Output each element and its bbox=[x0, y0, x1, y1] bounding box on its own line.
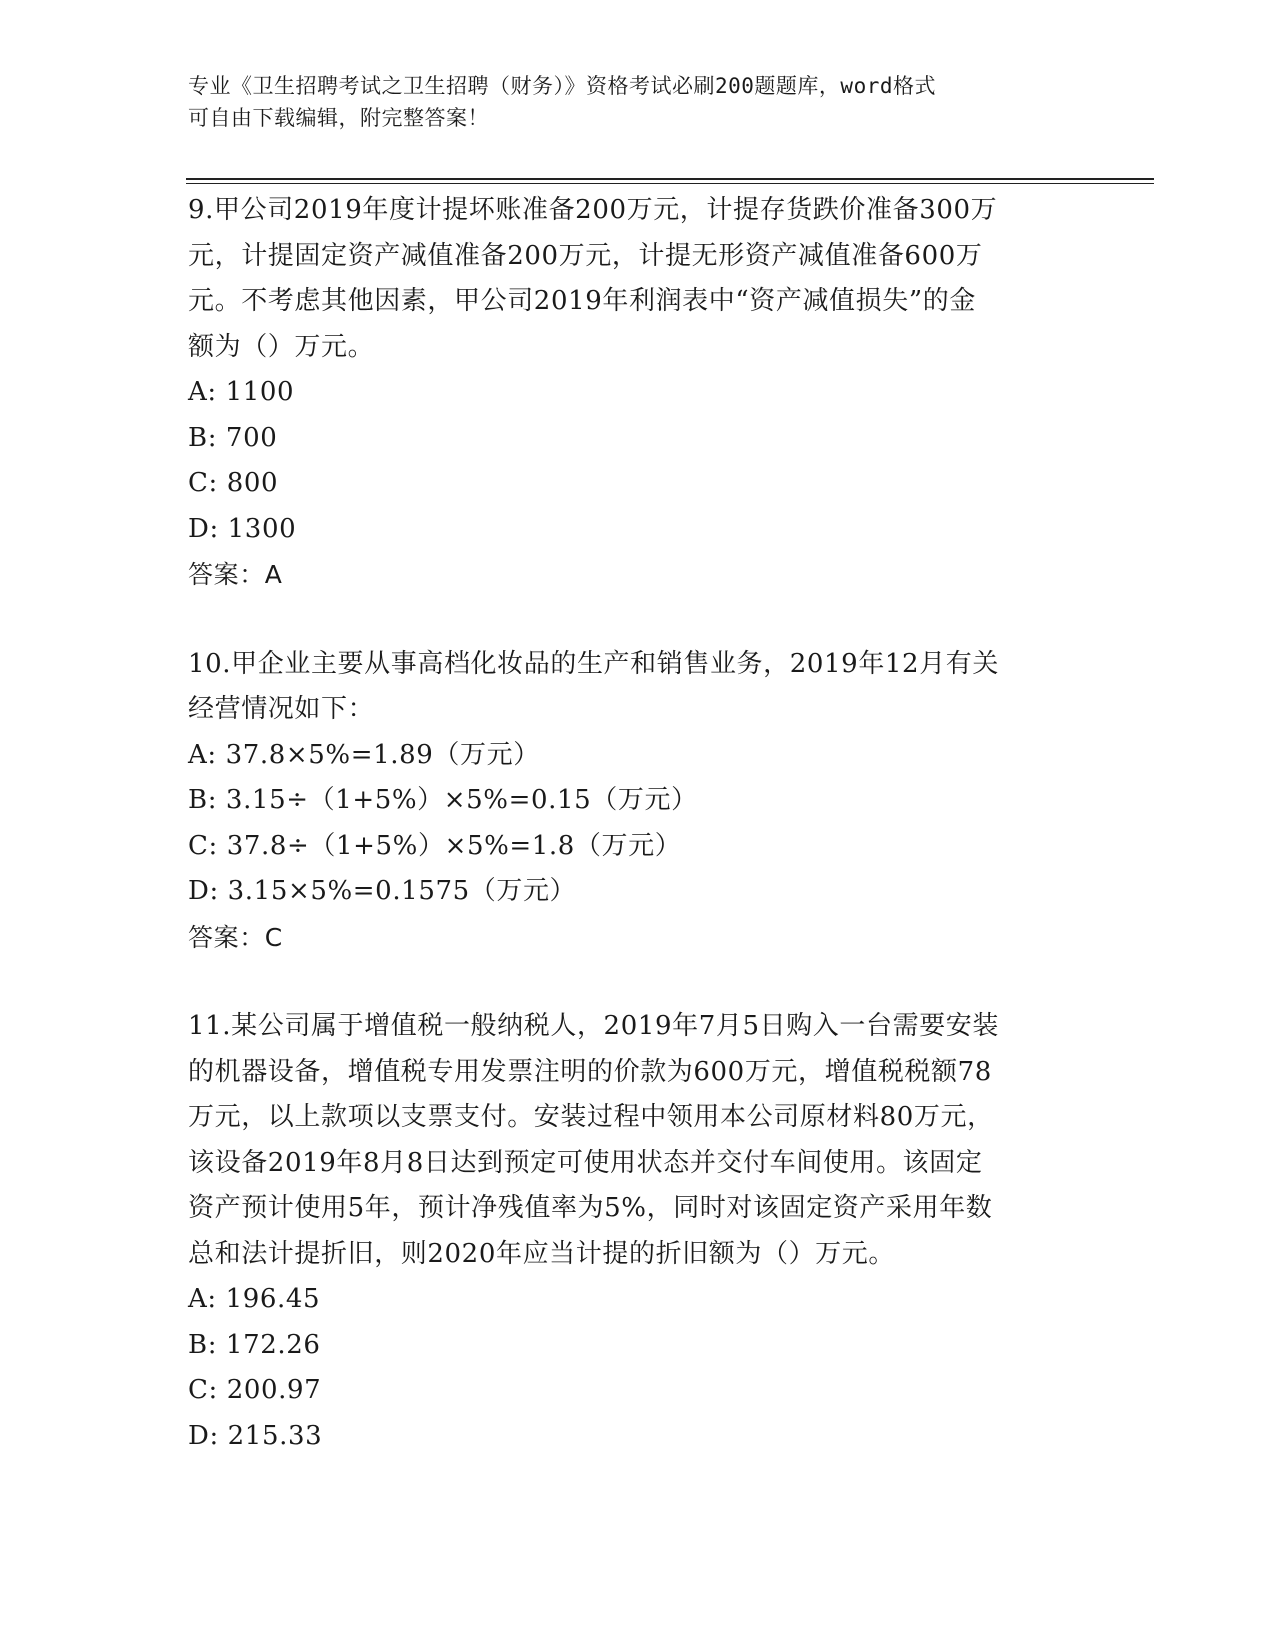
header-divider-thick bbox=[186, 178, 1154, 180]
header-divider-thin bbox=[186, 183, 1154, 184]
question-stem-line: 9.甲公司2019年度计提坏账准备200万元，计提存货跌价准备300万 bbox=[188, 195, 998, 225]
answer-label: 答案：A bbox=[188, 560, 283, 589]
question-stem-line: 资产预计使用5年，预计净残值率为5%，同时对该固定资产采用年数 bbox=[188, 1193, 993, 1223]
header-line-2: 可自由下载编辑，附完整答案！ bbox=[188, 106, 489, 130]
option-d: D: 1300 bbox=[188, 513, 297, 544]
answer-label: 答案：C bbox=[188, 922, 283, 952]
option-d: D: 3.15×5%=0.1575（万元） bbox=[188, 876, 577, 906]
question-stem-line: 该设备2019年8月8日达到预定可使用状态并交付车间使用。该固定 bbox=[188, 1147, 983, 1178]
question-11 bbox=[188, 1004, 1088, 1459]
document-body bbox=[188, 188, 1088, 1459]
question-stem-line: 元，计提固定资产减值准备200万元，计提无形资产减值准备600万 bbox=[188, 240, 983, 271]
document-header bbox=[188, 70, 1068, 134]
question-stem-line: 总和法计提折旧，则2020年应当计提的折旧额为（）万元。 bbox=[188, 1238, 895, 1269]
header-line-1: 专业《卫生招聘考试之卫生招聘（财务）》资格考试必刷200题题库，word格式 bbox=[188, 74, 936, 98]
question-stem-line: 10.甲企业主要从事高档化妆品的生产和销售业务，2019年12月有关 bbox=[188, 648, 1000, 679]
question-stem-line: 元。不考虑其他因素，甲公司2019年利润表中“资产减值损失”的金 bbox=[188, 286, 976, 316]
option-c: C: 200.97 bbox=[188, 1375, 322, 1405]
question-stem-line: 万元，以上款项以支票支付。安装过程中领用本公司原材料80万元， bbox=[188, 1102, 994, 1132]
question-stem-line: 的机器设备，增值税专用发票注明的价款为600万元，增值税税额78 bbox=[188, 1056, 992, 1087]
option-d: D: 215.33 bbox=[188, 1420, 323, 1451]
question-spacer bbox=[188, 960, 1088, 1004]
question-spacer bbox=[188, 598, 1088, 642]
option-a: A: 1100 bbox=[188, 377, 295, 407]
option-b: B: 172.26 bbox=[188, 1329, 321, 1360]
option-c: C: 37.8÷（1+5%）×5%=1.8（万元） bbox=[188, 830, 682, 861]
option-a: A: 196.45 bbox=[188, 1284, 321, 1314]
question-stem-line: 11.某公司属于增值税一般纳税人，2019年7月5日购入一台需要安装 bbox=[188, 1011, 1000, 1041]
question-9 bbox=[188, 188, 1088, 598]
question-stem-line: 经营情况如下： bbox=[188, 694, 375, 724]
question-10 bbox=[188, 642, 1088, 961]
option-b: B: 3.15÷（1+5%）×5%=0.15（万元） bbox=[188, 785, 698, 815]
option-b: B: 700 bbox=[188, 422, 278, 453]
question-stem-line: 额为（）万元。 bbox=[188, 331, 375, 362]
option-a: A: 37.8×5%=1.89（万元） bbox=[188, 739, 540, 770]
option-c: C: 800 bbox=[188, 468, 279, 498]
